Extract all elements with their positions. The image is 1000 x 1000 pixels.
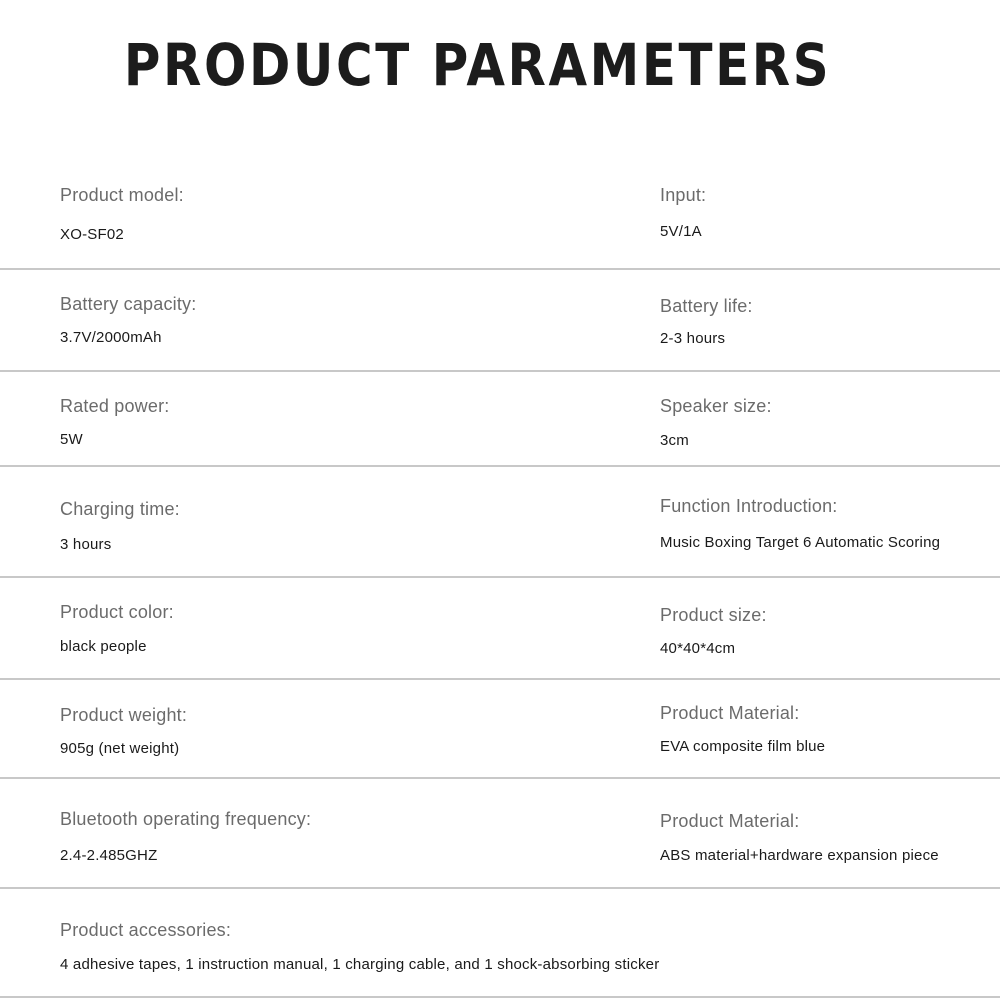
row-divider bbox=[0, 465, 1000, 467]
spec-label: Speaker size: bbox=[660, 396, 772, 416]
spec-value: 905g (net weight) bbox=[60, 740, 180, 757]
spec-label: Product Material: bbox=[660, 703, 800, 723]
spec-label: Product color: bbox=[60, 602, 174, 622]
spec-label: Battery life: bbox=[660, 296, 753, 316]
spec-label: Function Introduction: bbox=[660, 496, 838, 516]
spec-label: Battery capacity: bbox=[60, 294, 197, 314]
row-divider bbox=[0, 996, 1000, 998]
spec-label: Product accessories: bbox=[60, 920, 232, 940]
spec-value: black people bbox=[60, 638, 147, 655]
spec-value: XO-SF02 bbox=[60, 226, 124, 243]
spec-label: Product weight: bbox=[60, 705, 188, 725]
spec-value: 3cm bbox=[660, 432, 689, 449]
spec-value: Music Boxing Target 6 Automatic Scoring bbox=[660, 534, 941, 551]
spec-value: 5V/1A bbox=[660, 223, 702, 240]
spec-value: 40*40*4cm bbox=[660, 640, 736, 657]
spec-label: Product size: bbox=[660, 605, 767, 625]
row-divider bbox=[0, 777, 1000, 779]
spec-value: 5W bbox=[60, 431, 83, 448]
spec-label: Charging time: bbox=[60, 499, 180, 519]
spec-value: 3.7V/2000mAh bbox=[60, 329, 162, 346]
spec-value: ABS material+hardware expansion piece bbox=[660, 847, 939, 864]
page-title: PRODUCT PARAMETERS bbox=[123, 31, 832, 99]
row-divider bbox=[0, 678, 1000, 680]
row-divider bbox=[0, 268, 1000, 270]
spec-label: Bluetooth operating frequency: bbox=[60, 809, 312, 829]
row-divider bbox=[0, 887, 1000, 889]
row-divider bbox=[0, 370, 1000, 372]
spec-value: 2-3 hours bbox=[660, 330, 726, 347]
spec-value: EVA composite film blue bbox=[660, 738, 826, 755]
spec-label: Product Material: bbox=[660, 811, 800, 831]
spec-label: Input: bbox=[660, 185, 707, 205]
spec-label: Rated power: bbox=[60, 396, 170, 416]
spec-value: 2.4-2.485GHZ bbox=[60, 847, 158, 864]
spec-label: Product model: bbox=[60, 185, 184, 205]
spec-value: 3 hours bbox=[60, 536, 112, 553]
spec-value: 4 adhesive tapes, 1 instruction manual, 1 charging cable, and 1 shock-absorbing sticker bbox=[60, 956, 660, 973]
row-divider bbox=[0, 576, 1000, 578]
